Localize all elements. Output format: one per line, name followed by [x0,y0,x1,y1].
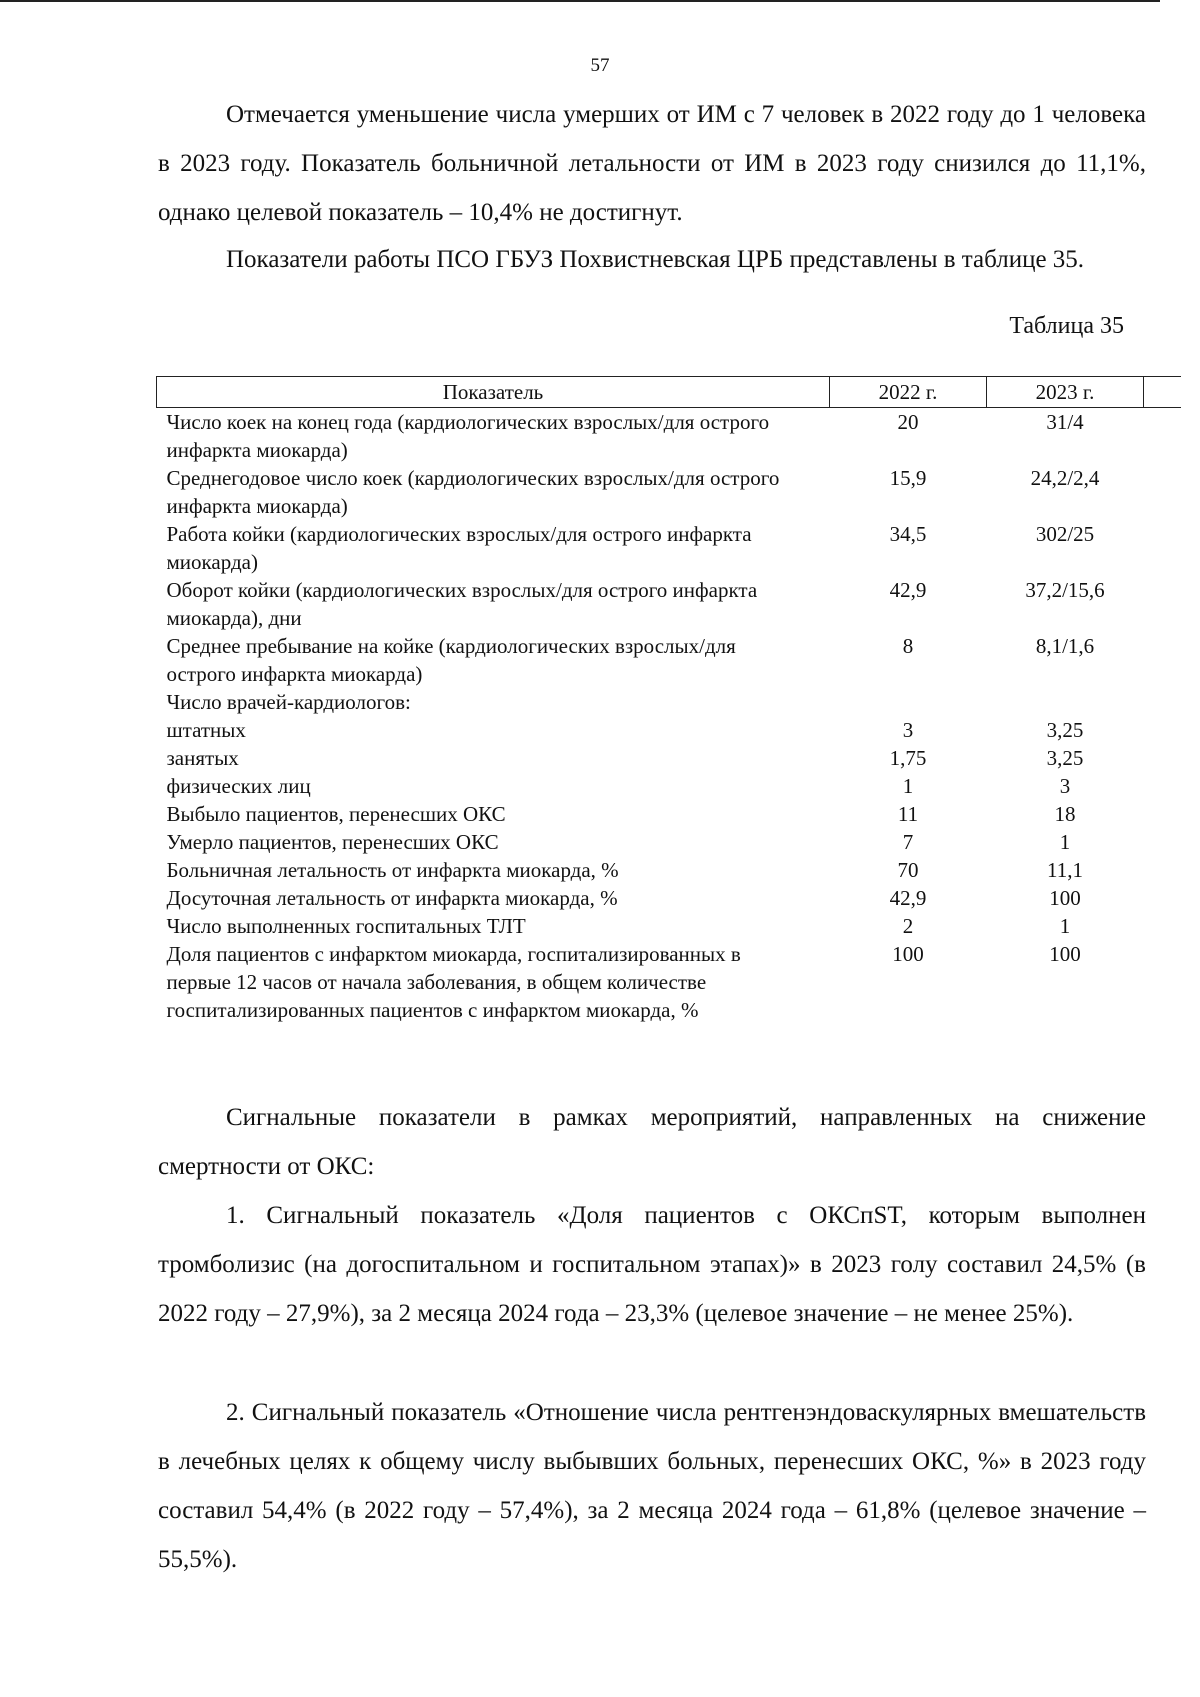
row-label: Досуточная летальность от инфаркта миокарда, % [166,886,618,910]
row-label: физических лиц [166,774,311,798]
table-row [157,772,1181,800]
table-row [157,464,1181,520]
value-2022: 20 [897,410,919,434]
value-2022 [830,688,987,716]
paragraph-signal-1: 1. Сигнальный показатель «Доля пациентов с ОКСпST, которым выполнен тромболизис (на догоспитальном и госпитальном этапах)» в 2023 голу составил 24,5% (в 2022 году – 27,9%), за 2 месяца 2024 года – 23,3% (целевое значение – не менее 25%). [158,1202,1146,1327]
value-2022: 1 [902,774,914,798]
header-2022: 2022 г. [830,377,987,408]
value-2023: 3,25 [1046,718,1084,742]
row-label: Число коек на конец года (кардиологических взрослых/для острого инфаркта миокарда) [166,410,770,462]
value-2022: 100 [892,942,924,966]
table-row [157,856,1181,884]
table-row [157,800,1181,828]
value-2023: 3 [1059,774,1071,798]
value-2022: 11 [897,802,919,826]
value-2023: 8,1/1,6 [1035,634,1095,658]
value-2023: 31/4 [1046,410,1084,434]
table-row [157,828,1181,856]
table-header-row [157,377,1181,408]
row-label: штатных [166,718,246,742]
value-2022: 70 [897,858,919,882]
row-label: Оборот койки (кардиологических взрослых/для острого инфаркта миокарда), дни [166,578,758,630]
value-2023: 3,25 [1046,746,1084,770]
value-2022: 7 [902,830,914,854]
row-label: Умерло пациентов, перенесших ОКС [166,830,499,854]
table-caption: Таблица 35 [1009,313,1124,339]
value-2022: 2 [902,914,914,938]
value-2023: 100 [1049,886,1081,910]
table-row [157,940,1181,1024]
value-2022: 8 [902,634,914,658]
table-row [157,520,1181,576]
value-2023: 1 [1059,914,1071,938]
paragraph-mi-deaths: Отмечается уменьшение числа умерших от ИМ с 7 человек в 2022 году до 1 человека в 2023 году. Показатель больничной летальности от ИМ в 2023 году снизился до 11,1%, однако целевой показатель – 10,4% не достигнут. [158,101,1146,226]
value-2023: 37,2/15,6 [1025,578,1105,602]
value-2022: 34,5 [889,522,927,546]
header-indicator: Показатель [157,377,830,408]
value-2022: 42,9 [889,886,927,910]
row-label: Доля пациентов с инфарктом миокарда, госпитализированных в первые 12 часов от начала заболевания, в общем количестве госпитализированных пациентов с инфарктом миокарда, % [166,942,741,1022]
value-2023: 18 [1054,802,1076,826]
value-2022: 3 [902,718,914,742]
table-row [157,688,1181,716]
row-label: Работа койки (кардиологических взрослых/для острого инфаркта миокарда) [166,522,752,574]
table-row [157,576,1181,632]
value-2023: 1 [1059,830,1071,854]
row-label: занятых [166,746,239,770]
top-edge-line [0,0,1160,2]
paragraph-signal-intro: Сигнальные показатели в рамках мероприятий, направленных на снижение смертности от ОКС: [158,1104,1146,1180]
row-label: Среднегодовое число коек (кардиологических взрослых/для острого инфаркта миокарда) [166,466,780,518]
table-row [157,744,1181,772]
table-row [157,408,1181,465]
table-row [157,632,1181,688]
value-2023: 24,2/2,4 [1030,466,1100,490]
table-row [157,912,1181,940]
paragraph-signal-2: 2. Сигнальный показатель «Отношение числа рентгенэндоваскулярных вмешательств в лечебных целях к общему числу выбывших больных, перенесших ОКС, %» в 2023 году составил 54,4% (в 2022 году – 57,4%), за 2 месяца 2024 года – 61,8% (целевое значение – 55,5%). [158,1399,1146,1573]
table-row [157,884,1181,912]
row-label: Среднее пребывание на койке (кардиологических взрослых/для острого инфаркта миокарда) [166,634,736,686]
row-label: Число выполненных госпитальных ТЛТ [166,914,526,938]
value-2023: 100 [1049,942,1081,966]
value-2023: 302/25 [1035,522,1095,546]
value-2022: 15,9 [889,466,927,490]
indicators-table [156,376,1181,1024]
row-label: Число врачей-кардиологов: [166,690,411,714]
value-2023: 11,1 [1047,858,1083,882]
row-label: Больничная летальность от инфаркта миокарда, % [166,858,619,882]
value-2022: 42,9 [889,578,927,602]
page-number: 57 [590,55,610,76]
header-empty-cell [1144,377,1181,408]
value-2022: 1,75 [889,746,927,770]
header-2023: 2023 г. [987,377,1144,408]
paragraph-table-intro: Показатели работы ПСО ГБУЗ Похвистневская ЦРБ представлены в таблице 35. [226,246,1085,273]
row-label: Выбыло пациентов, перенесших ОКС [166,802,506,826]
table-row [157,716,1181,744]
value-2023 [987,688,1144,716]
